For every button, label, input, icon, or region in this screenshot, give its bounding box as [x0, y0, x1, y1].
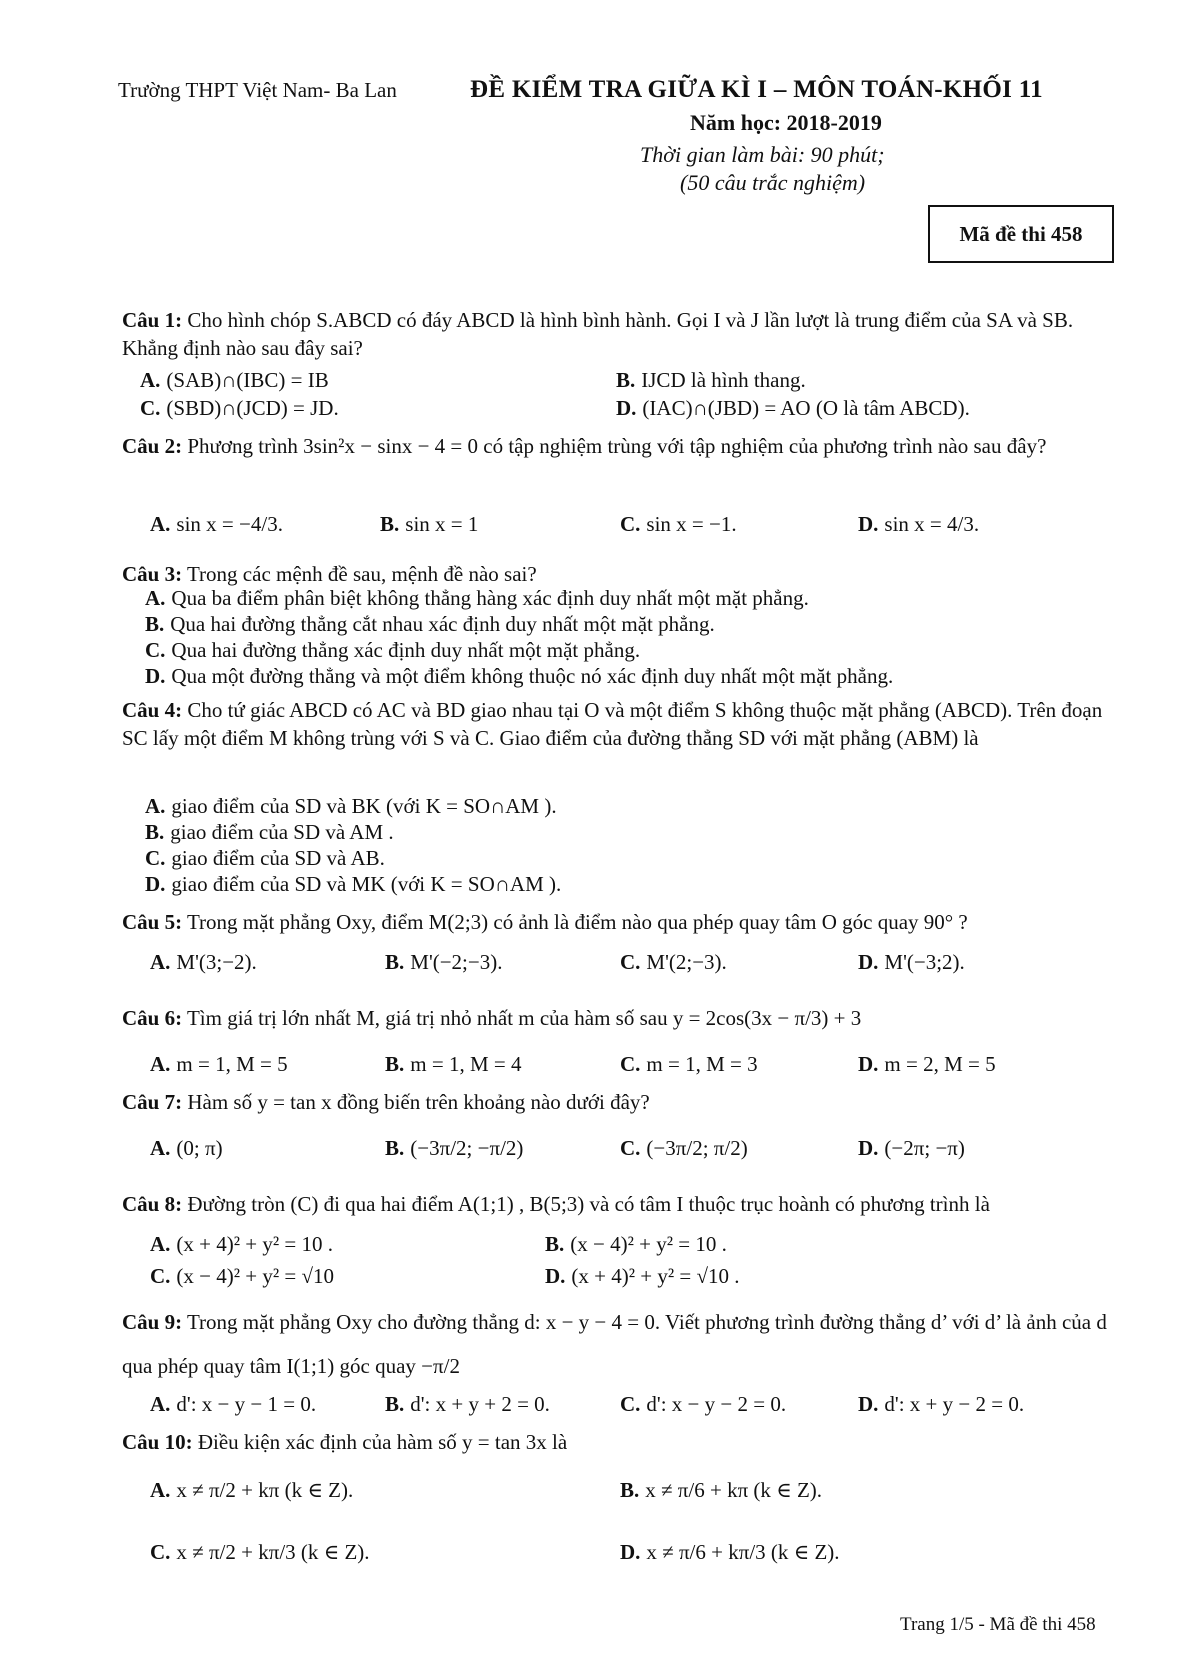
option-key: B. [616, 368, 636, 392]
option-key: D. [858, 512, 879, 536]
option-text: giao điểm của SD và AB. [171, 846, 385, 870]
option-key: C. [620, 1136, 641, 1160]
option-b[interactable] [145, 820, 394, 845]
question-text: Phương trình 3sin²x − sinx − 4 = 0 có tập nghiệm trùng với tập nghiệm của phương trình nào sau đây? [187, 434, 1047, 458]
option-text: M'(−3;2). [884, 950, 965, 974]
option-text: (SAB)∩(IBC) = IB [166, 368, 329, 392]
option-key: D. [145, 872, 166, 896]
option-key: D. [858, 1136, 879, 1160]
option-a[interactable] [150, 1052, 288, 1077]
option-key: A. [150, 1232, 171, 1256]
option-key: C. [145, 846, 166, 870]
option-d[interactable] [858, 1052, 996, 1077]
option-text: x ≠ π/6 + kπ (k ∈ Z). [645, 1478, 823, 1502]
question-3 [122, 560, 1122, 588]
option-d[interactable] [545, 1264, 740, 1289]
option-text: d': x + y − 2 = 0. [884, 1392, 1025, 1416]
option-key: C. [620, 1392, 641, 1416]
question-text: Trong mặt phẳng Oxy cho đường thẳng d: x − y − 4 = 0. Viết phương trình đường thẳng d’ với d’ là ảnh của d qua phép quay tâm I(1;1) góc quay −π/2 [122, 1310, 1107, 1378]
option-d[interactable] [145, 872, 561, 897]
option-key: C. [140, 396, 161, 420]
question-label: Câu 9: [122, 1310, 183, 1334]
option-c[interactable] [620, 1052, 758, 1077]
option-key: A. [145, 794, 166, 818]
option-key: A. [150, 1052, 171, 1076]
option-key: B. [385, 1052, 405, 1076]
option-text: m = 2, M = 5 [884, 1052, 996, 1076]
option-text: (IAC)∩(JBD) = AO (O là tâm ABCD). [642, 396, 970, 420]
exam-code-box [928, 205, 1114, 263]
option-key: D. [145, 664, 166, 688]
option-text: Qua ba điểm phân biệt không thẳng hàng xác định duy nhất một mặt phẳng. [171, 586, 809, 610]
question-label: Câu 7: [122, 1090, 183, 1114]
option-text: Qua hai đường thẳng cắt nhau xác định duy nhất một mặt phẳng. [170, 612, 715, 636]
question-8 [122, 1190, 1122, 1218]
option-text: sin x = 1 [405, 512, 479, 536]
question-7 [122, 1088, 1122, 1116]
option-c[interactable] [145, 638, 640, 663]
question-label: Câu 4: [122, 698, 183, 722]
exam-duration: Thời gian làm bài: 90 phút; [640, 142, 885, 167]
option-text: x ≠ π/2 + kπ (k ∈ Z). [176, 1478, 354, 1502]
question-label: Câu 1: [122, 308, 183, 332]
option-key: C. [150, 1264, 171, 1288]
exam-title: ĐỀ KIỂM TRA GIỮA KÌ I – MÔN TOÁN-KHỐI 11 [470, 76, 1043, 103]
option-key: B. [545, 1232, 565, 1256]
option-a[interactable] [140, 368, 329, 393]
option-text: d': x − y − 2 = 0. [646, 1392, 787, 1416]
option-text: Qua hai đường thẳng xác định duy nhất một mặt phẳng. [171, 638, 641, 662]
option-text: m = 1, M = 3 [646, 1052, 758, 1076]
option-d[interactable] [858, 1392, 1024, 1417]
option-text: (0; π) [176, 1136, 223, 1160]
option-key: B. [385, 1392, 405, 1416]
option-b[interactable] [145, 612, 715, 637]
option-a[interactable] [150, 1392, 316, 1417]
option-text: M'(−2;−3). [410, 950, 503, 974]
option-b[interactable] [385, 1052, 521, 1077]
option-d[interactable] [145, 664, 893, 689]
question-9 [122, 1300, 1122, 1388]
option-text: (−3π/2; π/2) [646, 1136, 748, 1160]
option-key: A. [150, 1136, 171, 1160]
question-4 [122, 696, 1122, 752]
school-year: Năm học: 2018-2019 [690, 110, 882, 135]
option-text: M'(3;−2). [176, 950, 257, 974]
option-text: (−2π; −π) [884, 1136, 965, 1160]
page-footer: Trang 1/5 - Mã đề thi 458 [900, 1614, 1096, 1635]
option-c[interactable] [150, 1264, 334, 1289]
option-key: B. [385, 1136, 405, 1160]
option-key: A. [150, 950, 171, 974]
question-text: Hàm số y = tan x đồng biến trên khoảng nào dưới đây? [187, 1090, 650, 1114]
option-key: A. [150, 1392, 171, 1416]
option-text: giao điểm của SD và BK (với K = SO∩AM ). [171, 794, 557, 818]
option-b[interactable] [545, 1232, 727, 1257]
option-text: (x − 4)² + y² = √10 [176, 1264, 335, 1288]
option-key: D. [858, 1052, 879, 1076]
option-key: B. [145, 612, 165, 636]
option-text: (−3π/2; −π/2) [410, 1136, 524, 1160]
option-text: m = 1, M = 5 [176, 1052, 288, 1076]
option-key: D. [545, 1264, 566, 1288]
question-label: Câu 8: [122, 1192, 183, 1216]
question-6 [122, 1004, 1122, 1032]
option-key: A. [145, 586, 166, 610]
option-b[interactable] [616, 368, 806, 393]
question-label: Câu 3: [122, 562, 183, 586]
option-d[interactable] [620, 1540, 840, 1565]
option-text: m = 1, M = 4 [410, 1052, 522, 1076]
option-text: d': x − y − 1 = 0. [176, 1392, 317, 1416]
option-d[interactable] [858, 1136, 965, 1161]
option-key: D. [620, 1540, 641, 1564]
option-c[interactable] [620, 1136, 748, 1161]
option-text: sin x = −1. [646, 512, 737, 536]
option-key: C. [620, 950, 641, 974]
option-key: C. [620, 1052, 641, 1076]
option-text: giao điểm của SD và AM . [170, 820, 394, 844]
option-key: A. [150, 512, 171, 536]
option-key: B. [620, 1478, 640, 1502]
option-key: C. [150, 1540, 171, 1564]
question-text: Trong các mệnh đề sau, mệnh đề nào sai? [186, 562, 537, 586]
question-text: Cho tứ giác ABCD có AC và BD giao nhau tại O và một điểm S không thuộc mặt phẳng (ABCD). Trên đoạn SC lấy một điểm M không trùng với S và C. Giao điểm của đường thẳng SD với mặt phẳng (ABM) là [122, 698, 1103, 750]
option-a[interactable] [145, 794, 557, 819]
option-c[interactable] [620, 950, 727, 975]
option-key: D. [858, 1392, 879, 1416]
option-a[interactable] [150, 1478, 353, 1503]
question-5 [122, 908, 1122, 936]
option-c[interactable] [620, 1392, 786, 1417]
option-key: D. [616, 396, 637, 420]
option-text: (x + 4)² + y² = √10 . [571, 1264, 740, 1288]
option-text: x ≠ π/6 + kπ/3 (k ∈ Z). [646, 1540, 840, 1564]
question-text: Cho hình chóp S.ABCD có đáy ABCD là hình bình hành. Gọi I và J lần lượt là trung điểm của SA và SB. Khẳng định nào sau đây sai? [122, 308, 1074, 360]
option-b[interactable] [385, 950, 502, 975]
option-c[interactable] [145, 846, 385, 871]
option-b[interactable] [385, 1136, 523, 1161]
option-b[interactable] [380, 512, 478, 537]
question-label: Câu 2: [122, 434, 183, 458]
question-label: Câu 5: [122, 910, 183, 934]
option-key: B. [145, 820, 165, 844]
option-a[interactable] [150, 950, 257, 975]
option-a[interactable] [150, 1232, 333, 1257]
option-key: A. [150, 1478, 171, 1502]
exam-code: Mã đề thi 458 [959, 221, 1083, 246]
option-text: giao điểm của SD và MK (với K = SO∩AM ). [171, 872, 562, 896]
option-b[interactable] [620, 1478, 822, 1503]
option-key: A. [140, 368, 161, 392]
school-name: Trường THPT Việt Nam- Ba Lan [118, 78, 397, 102]
option-key: D. [858, 950, 879, 974]
option-text: (x − 4)² + y² = 10 . [570, 1232, 727, 1256]
option-c[interactable] [620, 512, 737, 537]
option-d[interactable] [616, 396, 970, 421]
option-text: x ≠ π/2 + kπ/3 (k ∈ Z). [176, 1540, 370, 1564]
option-a[interactable] [145, 586, 809, 611]
option-d[interactable] [858, 512, 979, 537]
option-a[interactable] [150, 512, 283, 537]
question-text: Trong mặt phẳng Oxy, điểm M(2;3) có ảnh là điểm nào qua phép quay tâm O góc quay 90° ? [186, 910, 968, 934]
option-text: (x + 4)² + y² = 10 . [176, 1232, 334, 1256]
option-key: B. [380, 512, 400, 536]
question-2 [122, 432, 1122, 460]
option-c[interactable] [150, 1540, 370, 1565]
option-a[interactable] [150, 1136, 223, 1161]
option-text: Qua một đường thẳng và một điểm không thuộc nó xác định duy nhất một mặt phẳng. [171, 664, 894, 688]
option-key: C. [145, 638, 166, 662]
question-count: (50 câu trắc nghiệm) [680, 170, 866, 195]
option-b[interactable] [385, 1392, 550, 1417]
option-text: sin x = −4/3. [176, 512, 283, 536]
question-text: Đường tròn (C) đi qua hai điểm A(1;1) , B(5;3) và có tâm I thuộc trục hoành có phương trình là [187, 1192, 990, 1216]
option-text: IJCD là hình thang. [641, 368, 806, 392]
option-text: d': x + y + 2 = 0. [410, 1392, 550, 1416]
question-text: Điều kiện xác định của hàm số y = tan 3x là [197, 1430, 568, 1454]
question-text: Tìm giá trị lớn nhất M, giá trị nhỏ nhất m của hàm số sau y = 2cos(3x − π/3) + 3 [186, 1006, 862, 1030]
option-text: M'(2;−3). [646, 950, 727, 974]
question-10 [122, 1428, 1122, 1456]
question-1 [122, 306, 1122, 362]
option-text: (SBD)∩(JCD) = JD. [166, 396, 339, 420]
question-label: Câu 10: [122, 1430, 193, 1454]
question-label: Câu 6: [122, 1006, 183, 1030]
option-key: C. [620, 512, 641, 536]
option-text: sin x = 4/3. [884, 512, 980, 536]
option-key: B. [385, 950, 405, 974]
option-d[interactable] [858, 950, 965, 975]
option-c[interactable] [140, 396, 339, 421]
